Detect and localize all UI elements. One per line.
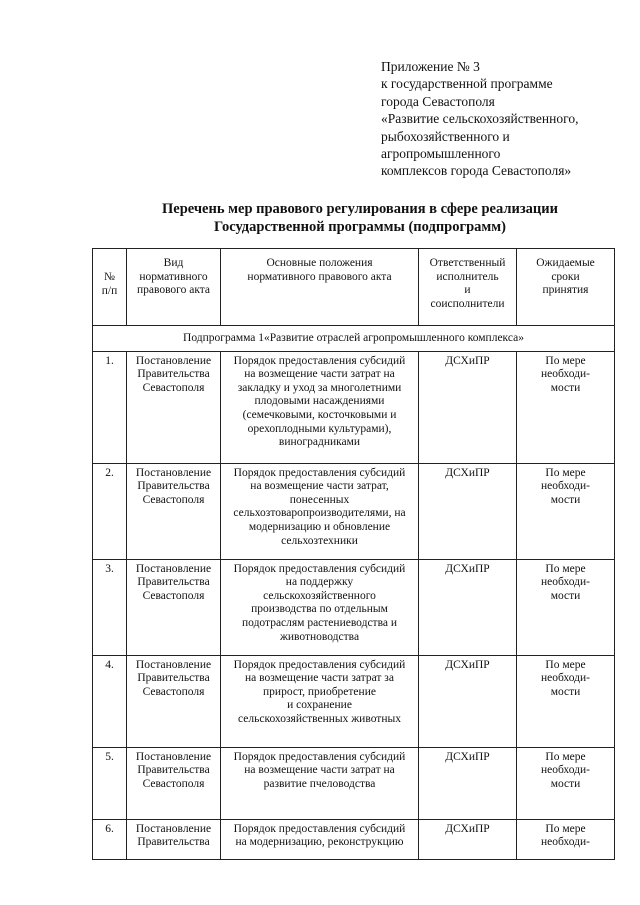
- subprogram-row: [93, 326, 615, 352]
- cell-line: Севастополя: [142, 381, 205, 394]
- cell-line: необходи-: [541, 576, 590, 589]
- cell-line: мости: [550, 777, 581, 790]
- header-text: соисполнители: [430, 297, 505, 310]
- table-row: [93, 819, 615, 859]
- act-type-cell: [127, 819, 221, 859]
- appendix-line: рыбохозяйственного и: [381, 128, 510, 144]
- responsible-cell: ДСХиПР: [419, 559, 517, 655]
- cell-line: орехоплодными культурами),: [247, 422, 392, 435]
- header-text: п/п: [101, 284, 118, 297]
- cell-line: на поддержку: [285, 576, 354, 589]
- title-line-2: Государственной программы (подпрограмм): [214, 219, 506, 235]
- terms-cell: [517, 351, 615, 463]
- cell-line: Правительства: [137, 672, 210, 685]
- header-text: исполнитель: [436, 270, 499, 283]
- cell-line: Правительства: [137, 480, 210, 493]
- cell-line: Порядок предоставления субсидий: [233, 354, 406, 367]
- cell-line: Севастополя: [142, 685, 205, 698]
- cell-line: (семечковыми, косточковыми и: [242, 408, 397, 421]
- cell-line: необходи-: [541, 480, 590, 493]
- cell-line: Правительства: [137, 576, 210, 589]
- header-text: Вид: [163, 257, 184, 269]
- table-row: [93, 351, 615, 463]
- cell-line: плодовыми насаждениями: [254, 395, 385, 408]
- header-text: и: [464, 284, 471, 297]
- header-num: [93, 249, 127, 326]
- measures-table: [92, 248, 615, 860]
- provisions-cell: [221, 463, 419, 559]
- cell-line: сельхозтоваропроизводителями, на: [233, 507, 406, 520]
- table-header-row: [93, 249, 615, 326]
- cell-line: Севастополя: [142, 589, 205, 602]
- provisions-cell: [221, 351, 419, 463]
- appendix-line: к государственной программе: [381, 76, 553, 92]
- title-line-1: Перечень мер правового регулирования в сфере реализации: [162, 201, 558, 217]
- cell-line: Правительства: [137, 836, 210, 849]
- cell-line: Правительства: [137, 368, 210, 381]
- cell-line: Порядок предоставления субсидий: [233, 822, 406, 835]
- act-type-cell: [127, 655, 221, 747]
- provisions-cell: [221, 559, 419, 655]
- appendix-line: «Развитие сельскохозяйственного,: [381, 111, 579, 127]
- cell-line: необходи-: [541, 368, 590, 381]
- row-number: 6.: [93, 819, 127, 859]
- cell-line: По мере: [545, 822, 586, 835]
- appendix-line: города Севастополя: [381, 93, 495, 109]
- cell-line: Порядок предоставления субсидий: [233, 562, 406, 575]
- header-text: принятия: [542, 284, 589, 297]
- responsible-cell: ДСХиПР: [419, 655, 517, 747]
- cell-line: Постановление: [135, 750, 212, 763]
- act-type-cell: [127, 747, 221, 819]
- table-row: [93, 655, 615, 747]
- header-act-type: [127, 249, 221, 326]
- cell-line: подотраслям растениеводства и: [242, 616, 397, 629]
- cell-line: необходи-: [541, 672, 590, 685]
- header-terms: [517, 249, 615, 326]
- appendix-line: агропромышленного: [381, 146, 501, 162]
- cell-line: на возмещение части затрат на: [244, 368, 395, 381]
- header-text: нормативного: [139, 270, 208, 283]
- cell-line: По мере: [545, 750, 586, 763]
- cell-line: По мере: [545, 354, 586, 367]
- act-type-cell: [127, 463, 221, 559]
- row-number: 1.: [93, 351, 127, 463]
- cell-line: модернизацию и обновление: [248, 520, 391, 533]
- cell-line: Постановление: [135, 562, 212, 575]
- cell-line: на возмещение части затрат,: [250, 480, 389, 493]
- table-row: [93, 559, 615, 655]
- cell-line: Севастополя: [142, 777, 205, 790]
- header-text: Ожидаемые: [536, 257, 595, 269]
- provisions-cell: [221, 819, 419, 859]
- cell-line: Постановление: [135, 658, 212, 671]
- header-responsible: [419, 249, 517, 326]
- table-row: [93, 463, 615, 559]
- cell-line: мости: [550, 381, 581, 394]
- row-number: 3.: [93, 559, 127, 655]
- cell-line: мости: [550, 685, 581, 698]
- cell-line: необходи-: [541, 836, 590, 849]
- cell-line: животноводства: [279, 630, 360, 643]
- act-type-cell: [127, 559, 221, 655]
- header-text: правового акта: [136, 284, 211, 297]
- cell-line: сельскохозяйственного: [263, 589, 376, 602]
- cell-line: Севастополя: [142, 493, 205, 506]
- terms-cell: [517, 819, 615, 859]
- responsible-cell: ДСХиПР: [419, 819, 517, 859]
- header-provisions: [221, 249, 419, 326]
- cell-line: на модернизацию, реконструкцию: [235, 836, 404, 849]
- terms-cell: [517, 559, 615, 655]
- cell-line: Порядок предоставления субсидий: [233, 466, 406, 479]
- cell-line: мости: [550, 589, 581, 602]
- cell-line: мости: [550, 493, 581, 506]
- cell-line: Постановление: [135, 822, 212, 835]
- table-row: [93, 747, 615, 819]
- cell-line: закладку и уход за многолетними: [237, 381, 402, 394]
- cell-line: развитие пчеловодства: [263, 777, 376, 790]
- cell-line: Порядок предоставления субсидий: [233, 750, 406, 763]
- cell-line: на возмещение части затрат на: [244, 764, 395, 777]
- cell-line: и сохранение: [287, 699, 352, 712]
- terms-cell: [517, 747, 615, 819]
- header-text: Ответственный: [429, 257, 506, 269]
- cell-line: По мере: [545, 562, 586, 575]
- header-text: сроки: [551, 270, 580, 283]
- row-number: 5.: [93, 747, 127, 819]
- cell-line: прирост, приобретение: [263, 685, 376, 698]
- header-text: №: [104, 271, 115, 283]
- cell-line: понесенных: [289, 493, 350, 506]
- cell-line: Правительства: [137, 764, 210, 777]
- cell-line: сельхозтехники: [281, 534, 358, 547]
- appendix-line: комплексов города Севастополя»: [381, 163, 572, 179]
- responsible-cell: ДСХиПР: [419, 463, 517, 559]
- header-text: нормативного правового акта: [247, 270, 392, 283]
- terms-cell: [517, 463, 615, 559]
- cell-line: сельскохозяйственных животных: [238, 712, 401, 725]
- responsible-cell: ДСХиПР: [419, 747, 517, 819]
- row-number: 4.: [93, 655, 127, 747]
- cell-line: По мере: [545, 466, 586, 479]
- table-body: [93, 326, 615, 860]
- cell-line: Постановление: [135, 354, 212, 367]
- cell-line: Порядок предоставления субсидий: [233, 658, 406, 671]
- terms-cell: [517, 655, 615, 747]
- row-number: 2.: [93, 463, 127, 559]
- cell-line: По мере: [545, 658, 586, 671]
- cell-line: Постановление: [135, 466, 212, 479]
- cell-line: производства по отдельным: [251, 603, 388, 616]
- cell-line: на возмещение части затрат за: [245, 672, 394, 685]
- provisions-cell: [221, 747, 419, 819]
- provisions-cell: [221, 655, 419, 747]
- header-text: Основные положения: [266, 257, 373, 269]
- appendix-line: Приложение № 3: [381, 59, 480, 74]
- subprogram-title: Подпрограмма 1«Развитие отраслей агропромышленного комплекса»: [93, 326, 615, 352]
- document-title: [100, 200, 620, 236]
- cell-line: виноградниками: [278, 436, 361, 449]
- cell-line: необходи-: [541, 764, 590, 777]
- act-type-cell: [127, 351, 221, 463]
- responsible-cell: ДСХиПР: [419, 351, 517, 463]
- appendix-block: [381, 58, 631, 180]
